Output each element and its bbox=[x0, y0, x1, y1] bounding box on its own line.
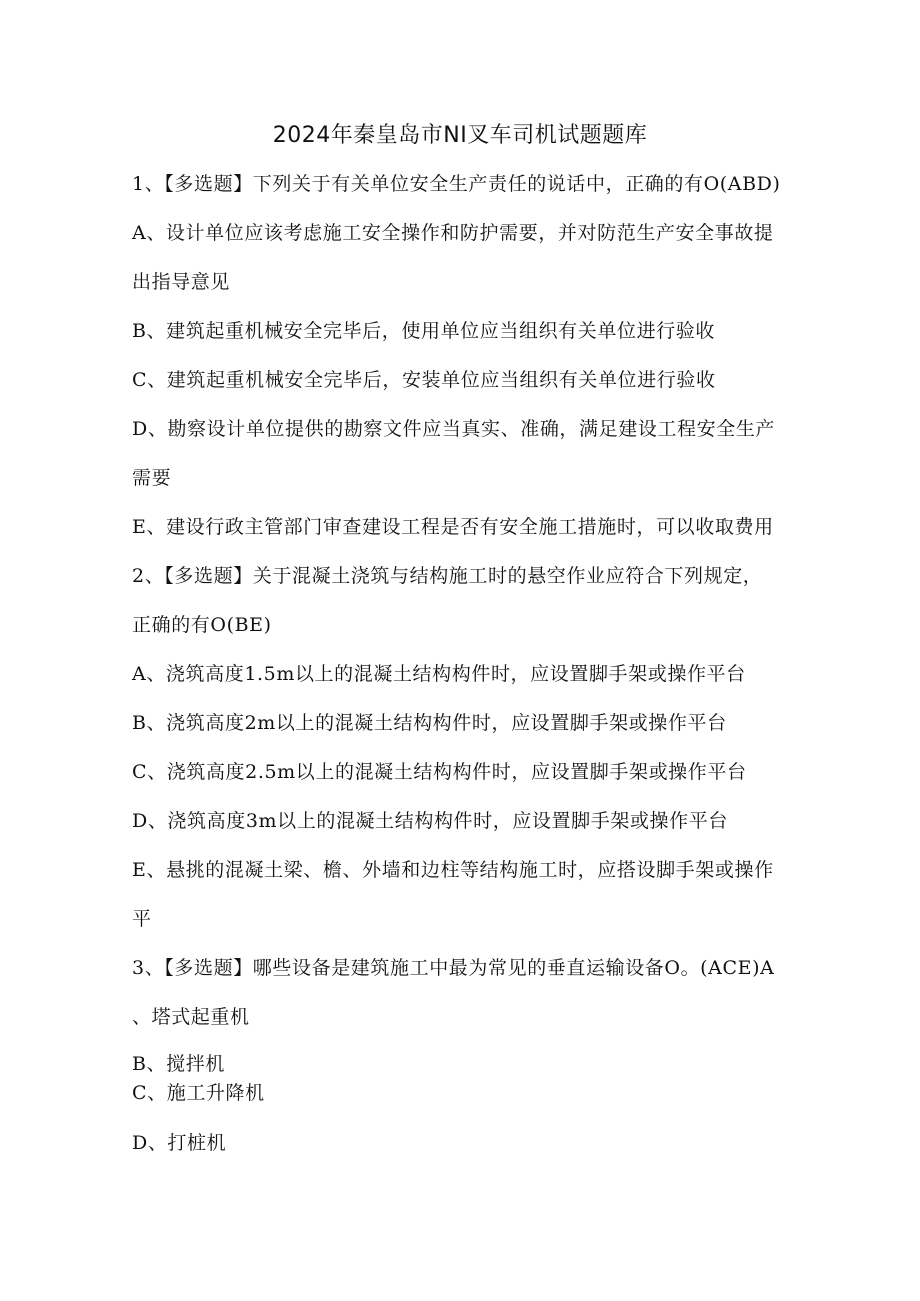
question-2-option-b: B、浇筑高度2m以上的混凝土结构构件时，应设置脚手架或操作平台 bbox=[132, 712, 727, 734]
question-1-option-b: B、建筑起重机械安全完毕后，使用单位应当组织有关单位进行验收 bbox=[132, 320, 715, 342]
question-2-option-a: A、浇筑高度1.5m以上的混凝土结构构件时，应设置脚手架或操作平台 bbox=[132, 663, 746, 685]
question-2-option-e-cont: 平 bbox=[132, 908, 152, 930]
question-3-stem: 3、【多选题】哪些设备是建筑施工中最为常见的垂直运输设备O。(ACE)A bbox=[132, 957, 775, 979]
question-1-option-e: E、建设行政主管部门审查建设工程是否有安全施工措施时，可以收取费用 bbox=[132, 516, 774, 538]
question-2-stem-cont: 正确的有O(BE) bbox=[132, 614, 272, 636]
question-1-stem: 1、【多选题】下列关于有关单位安全生产责任的说话中，正确的有O(ABD) bbox=[132, 173, 781, 195]
question-2-stem: 2、【多选题】关于混凝土浇筑与结构施工时的悬空作业应符合下列规定， bbox=[132, 565, 763, 587]
question-3-option-c: C、施工升降机 bbox=[132, 1082, 265, 1104]
question-2-option-e: E、悬挑的混凝土梁、檐、外墙和边柱等结构施工时，应搭设脚手架或操作 bbox=[132, 859, 774, 881]
question-1-option-d: D、勘察设计单位提供的勘察文件应当真实、准确，满足建设工程安全生产 bbox=[132, 418, 776, 440]
question-1-option-c: C、建筑起重机械安全完毕后，安装单位应当组织有关单位进行验收 bbox=[132, 369, 716, 391]
question-1-option-d-cont: 需要 bbox=[132, 467, 172, 489]
document-title: 2024年秦皇岛市NI叉车司机试题题库 bbox=[272, 123, 648, 148]
question-3-option-b: B、搅拌机 bbox=[132, 1053, 225, 1075]
question-1-option-a: A、设计单位应该考虑施工安全操作和防护需要，并对防范生产安全事故提 bbox=[132, 222, 774, 244]
question-2-option-d: D、浇筑高度3m以上的混凝土结构构件时，应设置脚手架或操作平台 bbox=[132, 810, 728, 832]
question-1-option-a-cont: 出指导意见 bbox=[132, 271, 231, 293]
question-3-option-a: 、塔式起重机 bbox=[132, 1006, 250, 1028]
question-2-option-c: C、浇筑高度2.5m以上的混凝土结构构件时，应设置脚手架或操作平台 bbox=[132, 761, 747, 783]
question-3-option-d: D、打桩机 bbox=[132, 1132, 227, 1154]
